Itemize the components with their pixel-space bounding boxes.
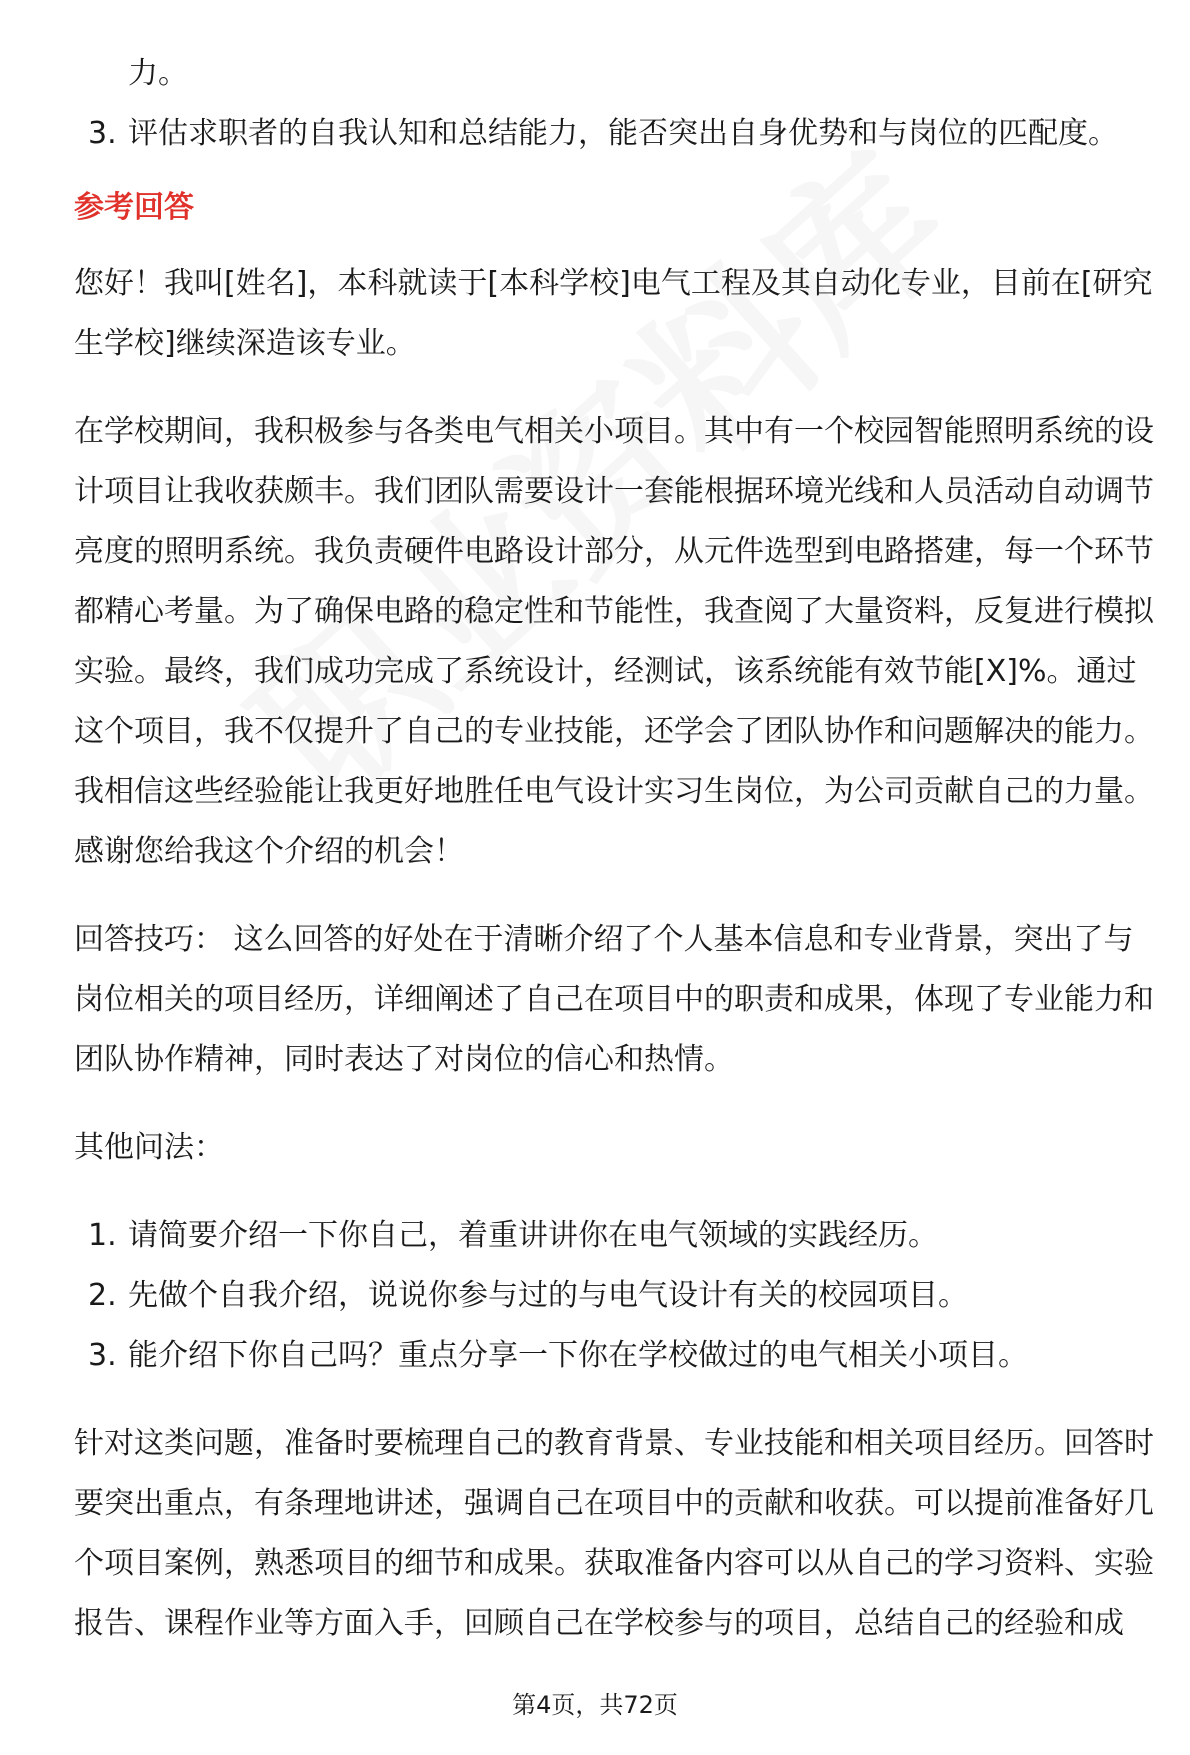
list-item — [74, 104, 1154, 164]
list-number: 3. — [88, 116, 117, 151]
list-number: 1. — [88, 1218, 117, 1253]
other-questions-list — [74, 1206, 1154, 1386]
answer-paragraph: 您好！我叫[姓名]，本科就读于[本科学校]电气工程及其自动化专业，目前在[研究生学校]继续深造该专业。 — [74, 266, 1153, 361]
list-item — [74, 1206, 1154, 1266]
answer-heading: 参考回答 — [74, 190, 194, 225]
page-content — [74, 44, 1154, 1654]
answer-paragraph: 在学校期间，我积极参与各类电气相关小项目。其中有一个校园智能照明系统的设计项目让我收获颇丰。我们团队需要设计一套能根据环境光线和人员活动自动调节亮度的照明系统。我负责硬件电路设计部分，从元件选型到电路搭建，每一个环节都精心考量。为了确保电路的稳定性和节能性，我查阅了大量资料，反复进行模拟实验。最终，我们成功完成了系统设计，经测试，该系统能有效节能[X]%。通过这个项目，我不仅提升了自己的专业技能，还学会了团队协作和问题解决的能力。我相信这些经验能让我更好地胜任电气设计实习生岗位，为公司贡献自己的力量。感谢您给我这个介绍的机会！ — [74, 414, 1154, 869]
list-item-text: 请简要介绍一下你自己，着重讲讲你在电气领域的实践经历。 — [128, 1218, 938, 1253]
tips-paragraph: 回答技巧： 这么回答的好处在于清晰介绍了个人基本信息和专业背景，突出了与岗位相关的项目经历，详细阐述了自己在项目中的职责和成果，体现了专业能力和团队协作精神，同时表达了对岗位的信心和热情。 — [74, 922, 1154, 1077]
list-number: 3. — [88, 1338, 117, 1373]
page-number: 第4页，共72页 — [512, 1691, 678, 1719]
closing-paragraph: 针对这类问题，准备时要梳理自己的教育背景、专业技能和相关项目经历。回答时要突出重点，有条理地讲述，强调自己在项目中的贡献和收获。可以提前准备好几个项目案例，熟悉项目的细节和成果。获取准备内容可以从自己的学习资料、实验报告、课程作业等方面入手，回顾自己在学校参与的项目，总结自己的经验和成 — [74, 1426, 1154, 1641]
list-item-continuation: 力。 — [128, 56, 188, 91]
list-item — [74, 1326, 1154, 1386]
other-questions-heading: 其他问法： — [74, 1130, 224, 1165]
list-item-text: 评估求职者的自我认知和总结能力，能否突出自身优势和与岗位的匹配度。 — [128, 116, 1118, 151]
list-item-text: 能介绍下你自己吗？重点分享一下你在学校做过的电气相关小项目。 — [128, 1338, 1028, 1373]
list-item-text: 先做个自我介绍，说说你参与过的与电气设计有关的校园项目。 — [128, 1278, 968, 1313]
list-item — [74, 1266, 1154, 1326]
list-number: 2. — [88, 1278, 117, 1313]
